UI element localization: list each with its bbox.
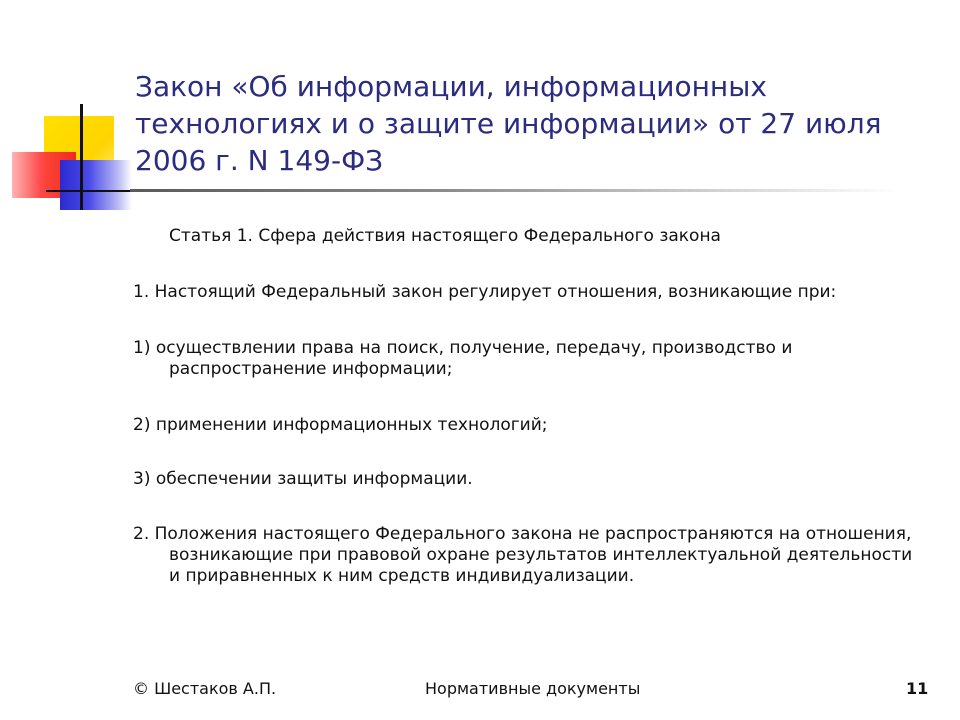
paragraph-1-item-3: 3) обеспечении защиты информации.	[133, 469, 473, 489]
slide-logo-decoration	[0, 0, 140, 220]
paragraph-1: 1. Настоящий Федеральный закон регулирует отношения, возникающие при:	[133, 282, 837, 302]
title-divider	[130, 189, 900, 192]
slide-title: Закон «Об информации, информационных технологиях и о защите информации» от 27 июля 2006 г. N 149-ФЗ	[135, 70, 882, 177]
footer-section: Нормативные документы	[425, 679, 641, 698]
footer-author: © Шестаков А.П.	[133, 679, 277, 698]
paragraph-1-item-2: 2) применении информационных технологий;	[133, 415, 548, 435]
paragraph-1-item-1: 1) осуществлении права на поиск, получение, передачу, производство и распространение информации;	[133, 338, 793, 379]
vertical-line-decoration	[80, 104, 83, 210]
slide-body	[133, 226, 923, 587]
article-heading: Статья 1. Сфера действия настоящего Федерального закона	[169, 226, 721, 246]
page-number: 11	[906, 679, 929, 698]
paragraph-2: 2. Положения настоящего Федерального закона не распространяются на отношения, возникающие при правовой охране результатов интеллектуальной деятельности и приравненных к ним средств индивидуализации.	[133, 524, 913, 586]
horizontal-line-decoration	[46, 190, 136, 192]
blue-square-decoration	[60, 160, 132, 210]
